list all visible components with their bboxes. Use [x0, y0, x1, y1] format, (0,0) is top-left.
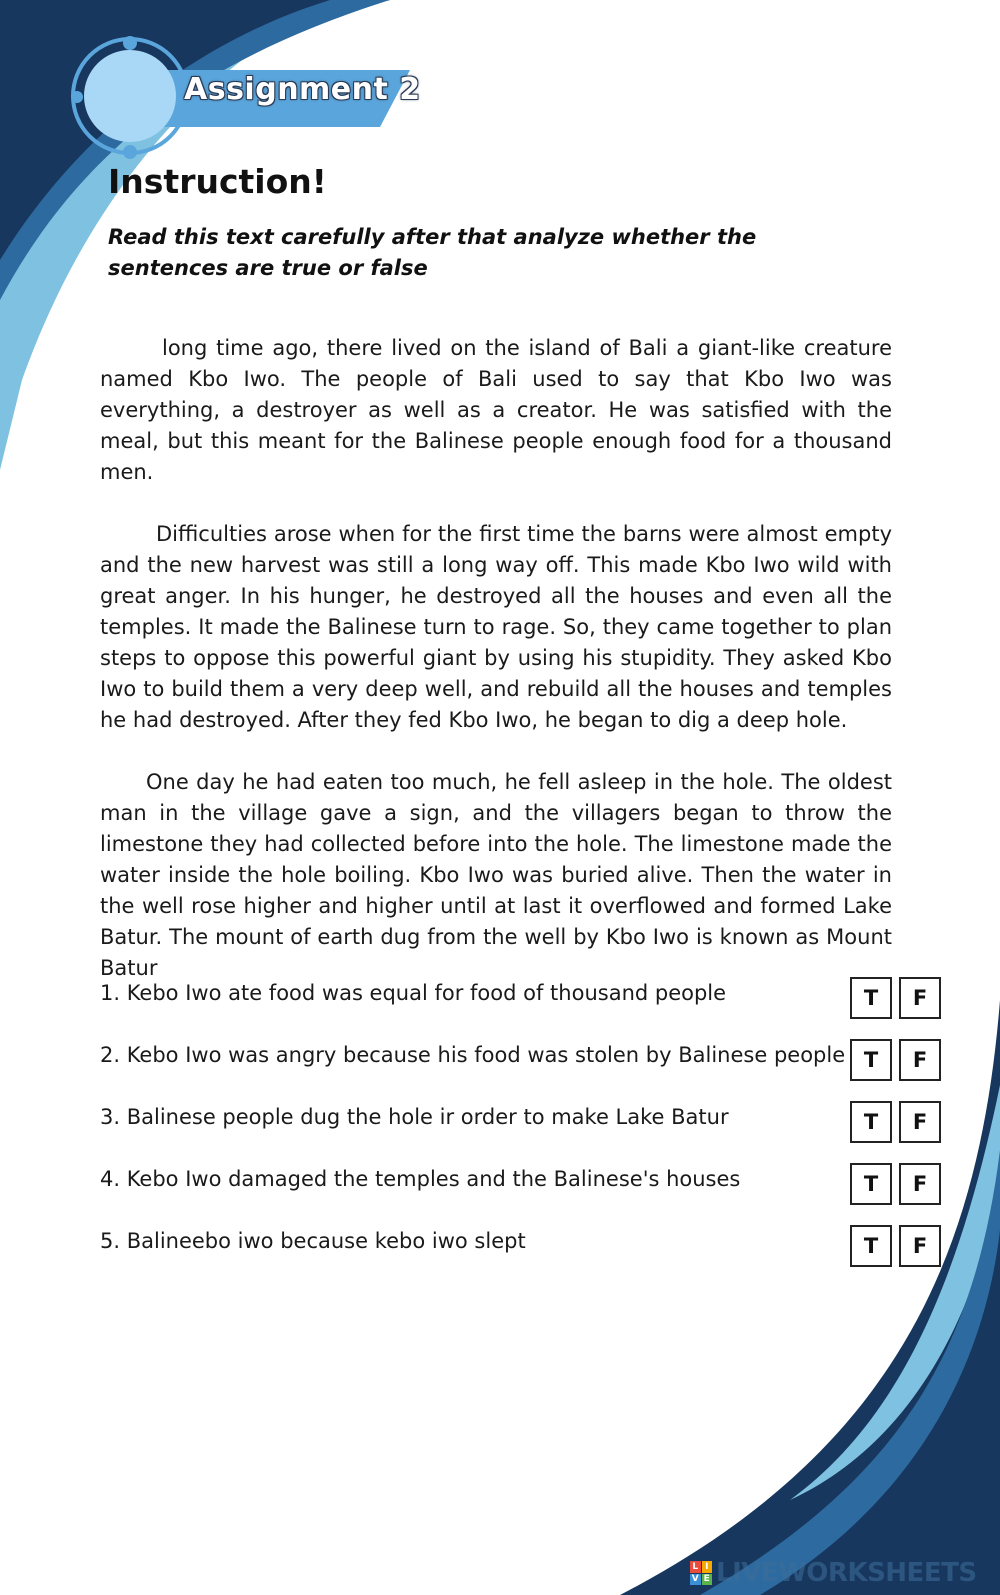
question-text: 4. Kebo Iwo damaged the temples and the Balinese's houses	[100, 1167, 741, 1191]
logo-letter: E	[702, 1574, 713, 1586]
badge-dot-left	[71, 91, 83, 103]
answer-boxes	[850, 1039, 941, 1081]
false-box[interactable]: F	[899, 977, 941, 1019]
story-paragraph: Difficulties arose when for the first time the barns were almost empty and the new harvest was still a long way off. This made Kbo Iwo wild with great anger. In his hunger, he destroyed all the houses and even all the temples. It made the Balinese turn to rage. So, they came together to plan steps to oppose this powerful giant by using his stupidity. They asked Kbo Iwo to build them a very deep well, and rebuild all the houses and temples he had destroyed. After they fed Kbo Iwo, he began to dig a deep hole.	[100, 522, 892, 732]
question-text: 3. Balinese people dug the hole ir order to make Lake Batur	[100, 1105, 729, 1129]
badge-dot-top	[123, 36, 137, 50]
answer-boxes	[850, 1163, 941, 1205]
answer-boxes	[850, 1101, 941, 1143]
question-row	[100, 1039, 950, 1101]
question-row	[100, 1225, 950, 1287]
false-box[interactable]: F	[899, 1163, 941, 1205]
true-box[interactable]: T	[850, 1101, 892, 1143]
story-paragraph: long time ago, there lived on the island of Bali a giant-like creature named Kbo Iwo. The people of Bali used to say that Kbo Iwo was everything, a destroyer as well as a creator. He was satisfied with the meal, but this meant for the Balinese people enough food for a thousand men.	[100, 336, 892, 484]
question-row	[100, 977, 950, 1039]
true-box[interactable]: T	[850, 1163, 892, 1205]
true-box[interactable]: T	[850, 1225, 892, 1267]
answer-boxes	[850, 1225, 941, 1267]
question-text: 5. Balineebo iwo because kebo iwo slept	[100, 1229, 526, 1253]
logo-letter: I	[702, 1561, 713, 1573]
false-box[interactable]: F	[899, 1101, 941, 1143]
liveworksheets-watermark	[690, 1556, 977, 1590]
false-box[interactable]: F	[899, 1039, 941, 1081]
liveworksheets-logo-icon	[690, 1561, 712, 1585]
instruction-text: Read this text carefully after that analyze whether the sentences are true or false	[108, 225, 757, 280]
question-text: 2. Kebo Iwo was angry because his food was stolen by Balinese people	[100, 1043, 846, 1067]
logo-letter: V	[691, 1574, 699, 1585]
true-box[interactable]: T	[850, 1039, 892, 1081]
assignment-badge-title: Assignment 2	[184, 72, 421, 107]
question-row	[100, 1101, 950, 1163]
false-box[interactable]: F	[899, 1225, 941, 1267]
badge-dot-bottom	[123, 145, 137, 159]
badge-circle	[84, 50, 176, 142]
question-text: 1. Kebo Iwo ate food was equal for food of thousand people	[100, 981, 727, 1005]
true-box[interactable]: T	[850, 977, 892, 1019]
story-paragraph: One day he had eaten too much, he fell asleep in the hole. The oldest man in the village gave a sign, and the villagers began to throw the limestone they had collected before into the hole. The limestone made the water inside the hole boiling. Kbo Iwo was buried alive. Then the water in the well rose higher and higher until at last it overflowed and formed Lake Batur. The mount of earth dug from the well by Kbo Iwo is known as Mount Batur	[100, 770, 892, 980]
instruction-heading: Instruction!	[108, 162, 327, 201]
true-false-questions	[100, 977, 950, 1287]
story-text	[100, 333, 892, 1015]
question-row	[100, 1163, 950, 1225]
logo-letter: L	[690, 1561, 701, 1573]
answer-boxes	[850, 977, 941, 1019]
liveworksheets-brand-text: LIVEWORKSHEETS	[716, 1558, 977, 1588]
